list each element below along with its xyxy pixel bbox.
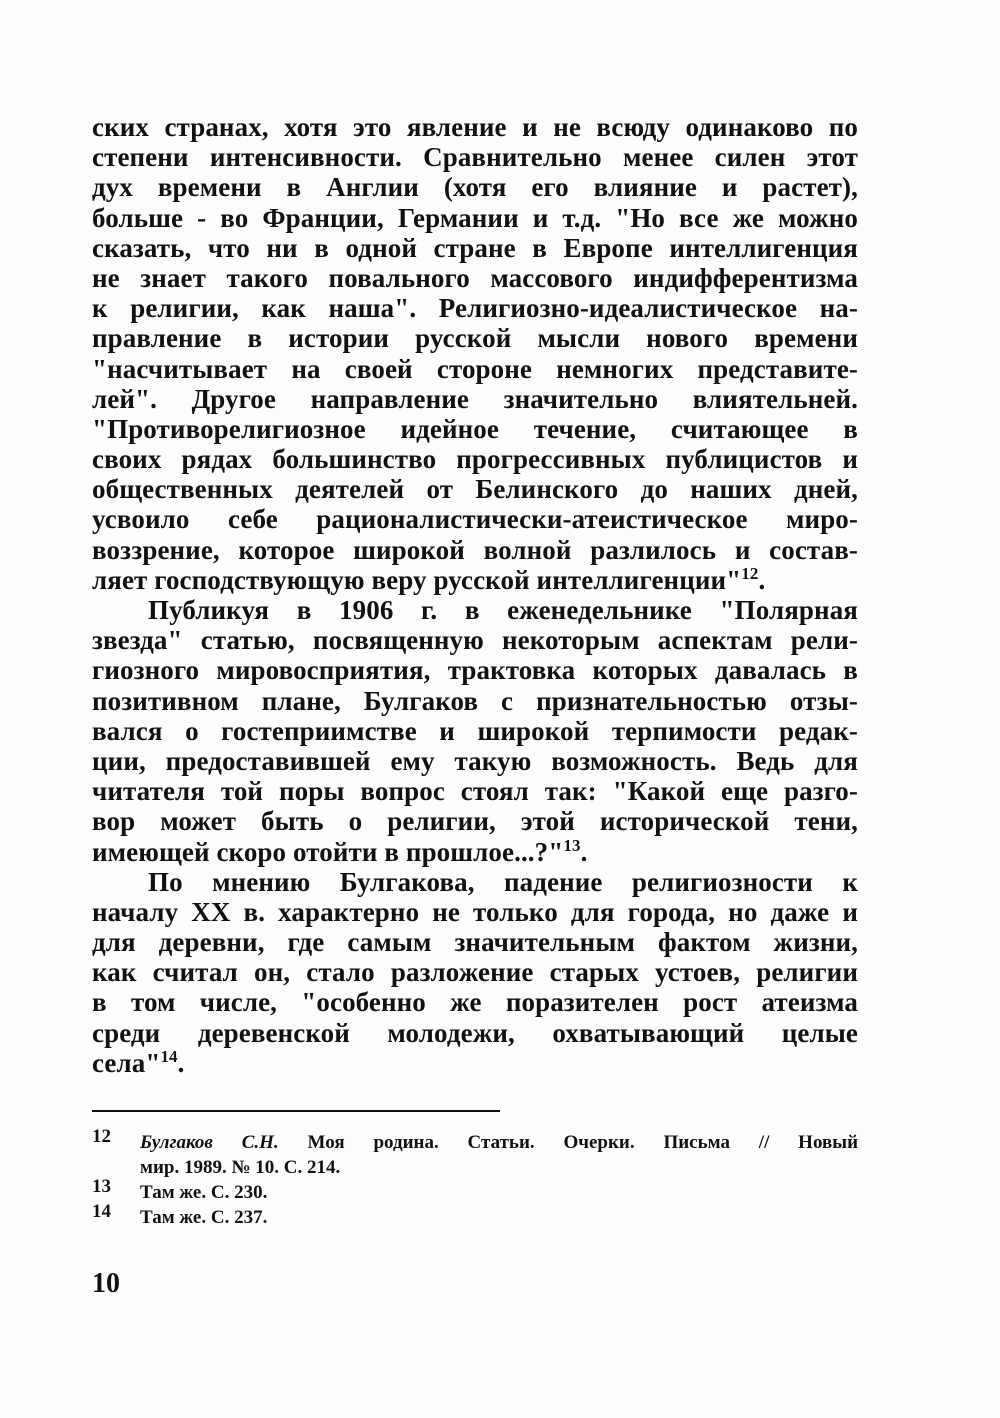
text-line-with-ref — [92, 837, 858, 867]
text-line: лей". Другое направление значительно влиятельней. — [92, 383, 858, 414]
footnote-12 — [92, 1126, 859, 1180]
paragraph-first-line: Публикуя в 1906 г. в еженедельнике "Полярная — [148, 595, 858, 625]
text-line: не знает такого повального массового индифферентизма — [92, 262, 858, 293]
text-line: среди деревенской молодежи, охватывающий целые — [92, 1017, 858, 1048]
text-line: гиозного мировосприятия, трактовка которых давалась в — [92, 655, 858, 686]
footnotes — [92, 1126, 859, 1230]
text-line: как считал он, стало разложение старых устоев, религии — [92, 957, 858, 988]
footnote-number: 13 — [92, 1176, 111, 1197]
footnote-line: Там же. С. 230. — [140, 1182, 268, 1203]
text-line: больше - во Франции, Германии и т.д. "Но все же можно — [92, 202, 858, 233]
text-line: ции, предоставившей ему такую возможность. Ведь для — [92, 745, 858, 776]
footnote-number: 14 — [92, 1201, 111, 1222]
sentence-end: . — [177, 1047, 185, 1078]
text-line: "Противорелигиозное идейное течение, считающее в — [92, 413, 858, 444]
text-line-content: села" — [92, 1047, 161, 1078]
text-line: звезда" статью, посвященную некоторым аспектам рели- — [92, 625, 858, 656]
text-line: к религии, как наша". Религиозно-идеалистическое на- — [92, 293, 858, 324]
text-line: правление в истории русской мысли нового времени — [92, 323, 858, 354]
text-line: усвоило себе рационалистически-атеистическое миро- — [92, 504, 858, 535]
main-text — [92, 112, 858, 1078]
text-line-with-ref — [92, 1048, 858, 1078]
text-line-content: имеющей скоро отойти в прошлое...?" — [92, 836, 564, 867]
sentence-end: . — [758, 564, 766, 595]
sentence-end: . — [580, 836, 588, 867]
footnote-line — [140, 1130, 858, 1155]
footnote-line: мир. 1989. № 10. С. 214. — [140, 1157, 341, 1178]
footnote-ref-13[interactable]: 13 — [563, 835, 581, 855]
text-line: вался о гостеприимстве и широкой терпимости редак- — [92, 715, 858, 746]
text-line: общественных деятелей от Белинского до наших дней, — [92, 474, 858, 505]
text-line: позитивном плане, Булгаков с признательностью отзы- — [92, 685, 858, 716]
footnote-number: 12 — [92, 1126, 111, 1147]
text-line: вор может быть о религии, этой исторической тени, — [92, 806, 858, 837]
text-line: для деревни, где самым значительным фактом жизни, — [92, 927, 858, 958]
text-line: степени интенсивности. Сравнительно менее силен этот — [92, 142, 858, 173]
text-line: в том числе, "особенно же поразителен рост атеизма — [92, 987, 858, 1018]
page-number: 10 — [92, 1268, 120, 1299]
footnote-14 — [92, 1201, 858, 1230]
text-line: сказать, что ни в одной стране в Европе интеллигенция — [92, 232, 858, 263]
footnote-13 — [92, 1176, 858, 1205]
text-line: воззрение, которое широкой волной разлилось и состав- — [92, 534, 858, 565]
footnote-line: Там же. С. 237. — [140, 1207, 268, 1228]
text-line-with-ref — [92, 565, 858, 595]
footnote-ref-14[interactable]: 14 — [160, 1046, 178, 1066]
text-line: "насчитывает на своей стороне немногих представите- — [92, 353, 858, 384]
footnote-author: Булгаков С.Н. — [140, 1132, 279, 1153]
footnote-title: Моя родина. Статьи. Очерки. Письма // Новый — [307, 1132, 859, 1153]
text-line: дух времени в Англии (хотя его влияние и растет), — [92, 172, 858, 203]
text-line: читателя той поры вопрос стоял так: "Какой еще разго- — [92, 776, 858, 807]
text-line-content: ляет господствующую веру русской интеллигенции" — [92, 564, 742, 595]
paragraph-first-line: По мнению Булгакова, падение религиозности к — [148, 866, 858, 897]
text-line: началу XX в. характерно не только для города, но даже и — [92, 896, 858, 927]
text-line: своих рядах большинство прогрессивных публицистов и — [92, 444, 858, 475]
text-line: ских странах, хотя это явление и не всюду одинаково по — [92, 112, 858, 142]
footnote-ref-12[interactable]: 12 — [741, 563, 759, 583]
footnote-divider — [92, 1110, 500, 1112]
